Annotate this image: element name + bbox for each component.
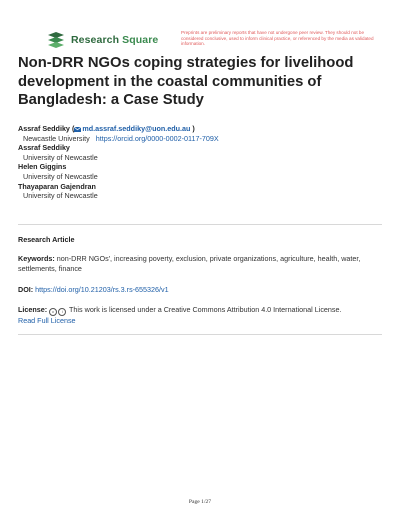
divider	[18, 224, 382, 225]
page-number: Page 1/27	[188, 499, 212, 505]
author-affiliation: University of Newcastle	[23, 191, 98, 201]
author-name: Assraf Seddiky	[18, 143, 70, 153]
author-affiliation: University of Newcastle	[23, 171, 98, 181]
cc-by-icon: i	[58, 308, 66, 316]
author-entry: Assraf Seddiky ( md.assraf.seddiky@uon.edu.au )	[18, 124, 195, 133]
preprint-disclaimer: Preprints are preliminary reports that have not undergone peer review. They should not be considered conclusive, used to inform clinical practice, or referenced by the media as validated information.	[181, 30, 374, 47]
paper-title: Non-DRR NGOs coping strategies for livelihood development in the coastal communities of Bangladesh: a Case Study	[18, 55, 354, 108]
cc-icon: c	[49, 308, 57, 316]
article-type: Research Article	[18, 235, 75, 244]
author-name: Thayaparan Gajendran	[18, 181, 96, 191]
author-name: Helen Giggins	[18, 162, 67, 172]
license: License: c i This work is licensed under a Creative Commons Attribution 4.0 International License. Read Full License	[18, 305, 382, 325]
doi-link[interactable]: https://doi.org/10.21203/rs.3.rs-655326/v1	[35, 285, 169, 294]
logo-text: Research Square	[71, 34, 159, 46]
keywords: Keywords: non-DRR NGOs', increasing poverty, exclusion, private organizations, agriculture, health, water, settlements, finance	[18, 254, 361, 273]
divider	[18, 334, 382, 335]
author-name: Assraf Seddiky	[18, 124, 70, 133]
research-square-logo-icon	[46, 32, 66, 48]
read-full-license-link[interactable]: Read Full License	[18, 315, 76, 325]
mail-icon	[74, 127, 81, 132]
doi: DOI: https://doi.org/10.21203/rs.3.rs-655326/v1	[18, 285, 169, 294]
author-email-link[interactable]: md.assraf.seddiky@uon.edu.au	[82, 124, 191, 133]
author-affiliation: University of Newcastle	[23, 152, 98, 162]
author-affiliation: Newcastle University https://orcid.org/0000-0002-0117-709X	[23, 133, 219, 143]
header	[46, 30, 376, 52]
orcid-link[interactable]: https://orcid.org/0000-0002-0117-709X	[95, 133, 219, 143]
research-square-logo[interactable]	[46, 32, 158, 48]
author-list	[18, 124, 388, 201]
